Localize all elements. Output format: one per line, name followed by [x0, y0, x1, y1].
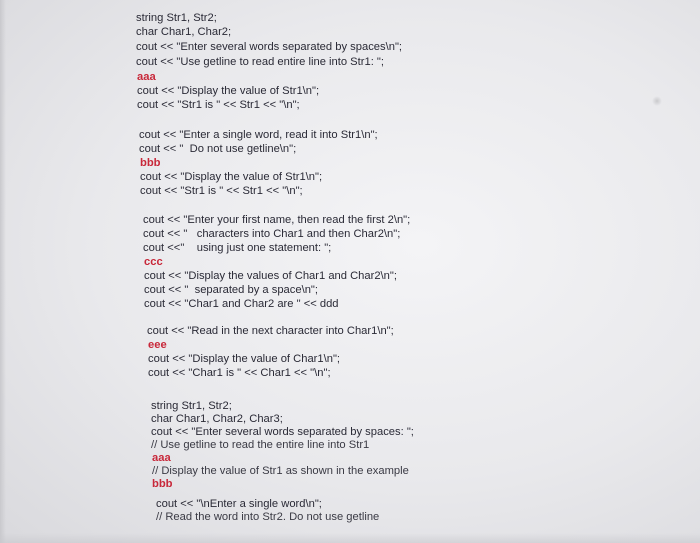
code-line: cout << "Use getline to read entire line into Str1: ";	[136, 56, 384, 68]
placeholder-line: bbb	[140, 157, 161, 169]
comment-line: // Read the word into Str2. Do not use getline	[156, 511, 380, 523]
paper-blemish	[652, 96, 662, 106]
placeholder-line: eee	[148, 339, 167, 351]
code-line: cout << " Do not use getline\n";	[139, 143, 297, 155]
code-line: cout << "Char1 and Char2 are " << ddd	[144, 298, 339, 310]
placeholder-line: aaa	[137, 71, 156, 83]
code-line: char Char1, Char2, Char3;	[151, 413, 283, 425]
code-line: cout << "Read in the next character into Char1\n";	[147, 325, 394, 337]
code-line: cout << "Enter your first name, then read the first 2\n";	[143, 214, 411, 226]
code-line: cout << "Enter several words separated by spaces: ";	[151, 426, 414, 438]
code-line: cout << " characters into Char1 and then Char2\n";	[143, 228, 401, 240]
placeholder-line: ccc	[144, 256, 163, 268]
code-line: cout << "Display the values of Char1 and Char2\n";	[144, 270, 397, 282]
code-line: cout << "Display the value of Str1\n";	[137, 85, 320, 97]
code-line: cout << "Char1 is " << Char1 << "\n";	[148, 367, 331, 379]
page-bottom-shadow	[0, 533, 700, 543]
code-line: cout << "Str1 is " << Str1 << "\n";	[140, 185, 303, 197]
comment-line: // Use getline to read the entire line into Str1	[151, 439, 370, 451]
page-edge-shadow	[0, 0, 6, 543]
code-line: cout << "Display the value of Char1\n";	[148, 353, 341, 365]
code-line: cout << "Enter several words separated by spaces\n";	[136, 41, 403, 53]
code-line: cout << "Str1 is " << Str1 << "\n";	[137, 99, 300, 111]
code-line: char Char1, Char2;	[136, 26, 232, 38]
code-line: cout << " separated by a space\n";	[144, 284, 319, 296]
placeholder-line: bbb	[152, 478, 173, 490]
code-line: cout << "\nEnter a single word\n";	[156, 498, 322, 510]
comment-line: // Display the value of Str1 as shown in the example	[152, 465, 409, 477]
placeholder-line: aaa	[152, 452, 171, 464]
code-line: cout << "Display the value of Str1\n";	[140, 171, 323, 183]
code-line: string Str1, Str2;	[151, 400, 232, 412]
code-line: string Str1, Str2;	[136, 12, 217, 24]
code-line: cout <<" using just one statement: ";	[143, 242, 332, 254]
code-line: cout << "Enter a single word, read it into Str1\n";	[139, 129, 378, 141]
